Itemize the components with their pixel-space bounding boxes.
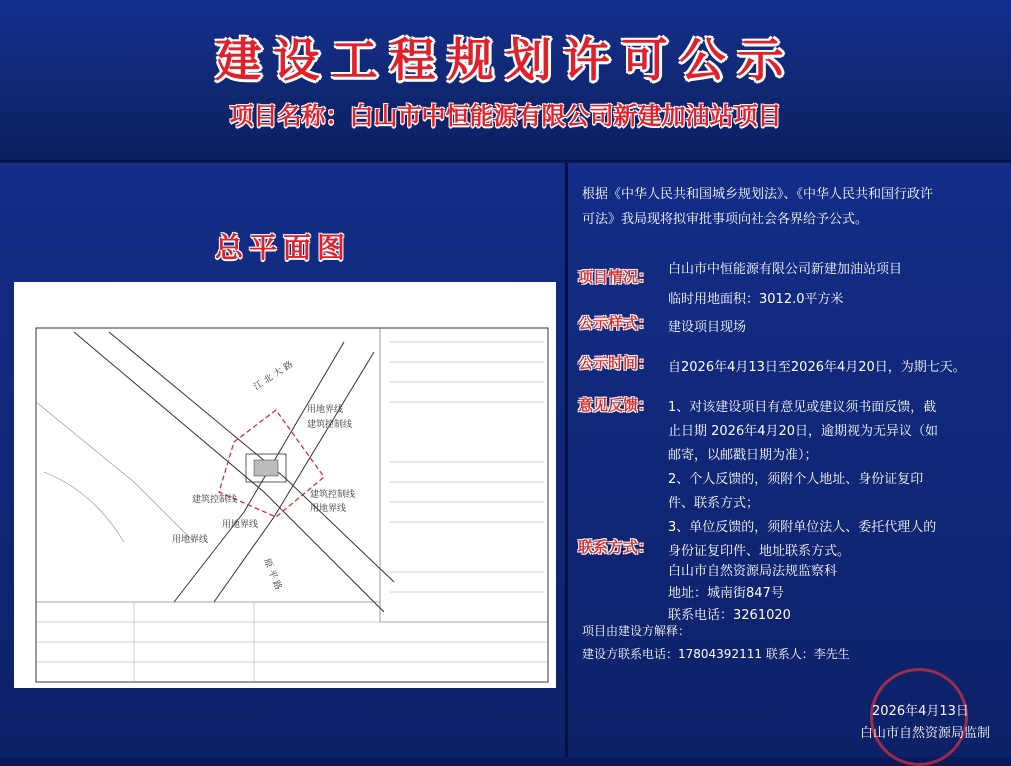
feedback-1c: 邮寄，以邮戳日期为准）；: [668, 448, 818, 463]
contact-phone: 联系电话：3261020: [668, 608, 791, 623]
contact-org: 白山市自然资源局法规监察科: [668, 564, 838, 579]
road-label-bottom: 原 平 路: [261, 557, 283, 592]
feedback-2b: 件、联系方式；: [668, 496, 760, 511]
feedback-1a: 1、对该建设项目有意见或建议须书面反馈，截: [668, 400, 937, 415]
notice-issuer: 白山市自然资源局监制: [860, 726, 991, 741]
intro-line-2: 可法》我局现将拟审批事项向社会各界给予公式。: [582, 212, 869, 227]
intro-line-1: 根据《中华人民共和国城乡规划法》、《中华人民共和国行政许: [582, 187, 934, 202]
page-title: 建设工程规划许可公示: [215, 33, 796, 87]
label-land-line-4: 用地界线: [172, 535, 209, 545]
feedback-label: 意见反馈：: [578, 396, 654, 414]
contact-label: 联系方式：: [578, 538, 654, 556]
project-subtitle: 项目名称：白山市中恒能源有限公司新建加油站项目: [229, 102, 782, 130]
contact-address: 地址：城南街847号: [668, 586, 784, 601]
time-value: 自2026年4月13日至2026年4月20日，为期七天。: [668, 360, 966, 375]
label-build-line-2: 建筑控制线: [192, 495, 238, 505]
feedback-3b: 身份证复印件、地址联系方式。: [668, 544, 851, 559]
explain-line-1: 项目由建设方解释：: [582, 624, 691, 638]
label-build-line-3: 建筑控制线: [310, 490, 356, 500]
header-banner: [0, 0, 1011, 162]
style-value: 建设项目现场: [668, 320, 747, 335]
site-plan-drawing: [14, 282, 556, 688]
project-name: 白山市中恒能源有限公司新建加油站项目: [668, 262, 903, 277]
time-label: 公示时间：: [578, 354, 654, 372]
label-land-line-3: 用地界线: [222, 520, 259, 530]
notice-date: 2026年4月13日: [872, 704, 969, 719]
style-label: 公示样式：: [578, 314, 654, 332]
site-plan-svg: [14, 282, 556, 688]
road-label-top: 江 北 大 路: [252, 359, 296, 393]
label-land-line-1: 用地界线: [307, 405, 344, 415]
feedback-1b: 止日期 2026年4月20日，逾期视为无异议（如: [668, 424, 939, 439]
plan-title: 总平面图: [215, 231, 352, 264]
feedback-3a: 3、单位反馈的，须附单位法人、委托代理人的: [668, 520, 937, 535]
label-land-line-2: 用地界线: [310, 504, 347, 514]
project-area: 临时用地面积：3012.0平方米: [668, 292, 844, 307]
project-label: 项目情况：: [578, 268, 654, 286]
explain-line-2: 建设方联系电话：17804392111 联系人：李先生: [582, 647, 850, 661]
label-build-line-1: 建筑控制线: [307, 420, 353, 430]
feedback-2a: 2、个人反馈的，须附个人地址、身份证复印: [668, 472, 924, 487]
